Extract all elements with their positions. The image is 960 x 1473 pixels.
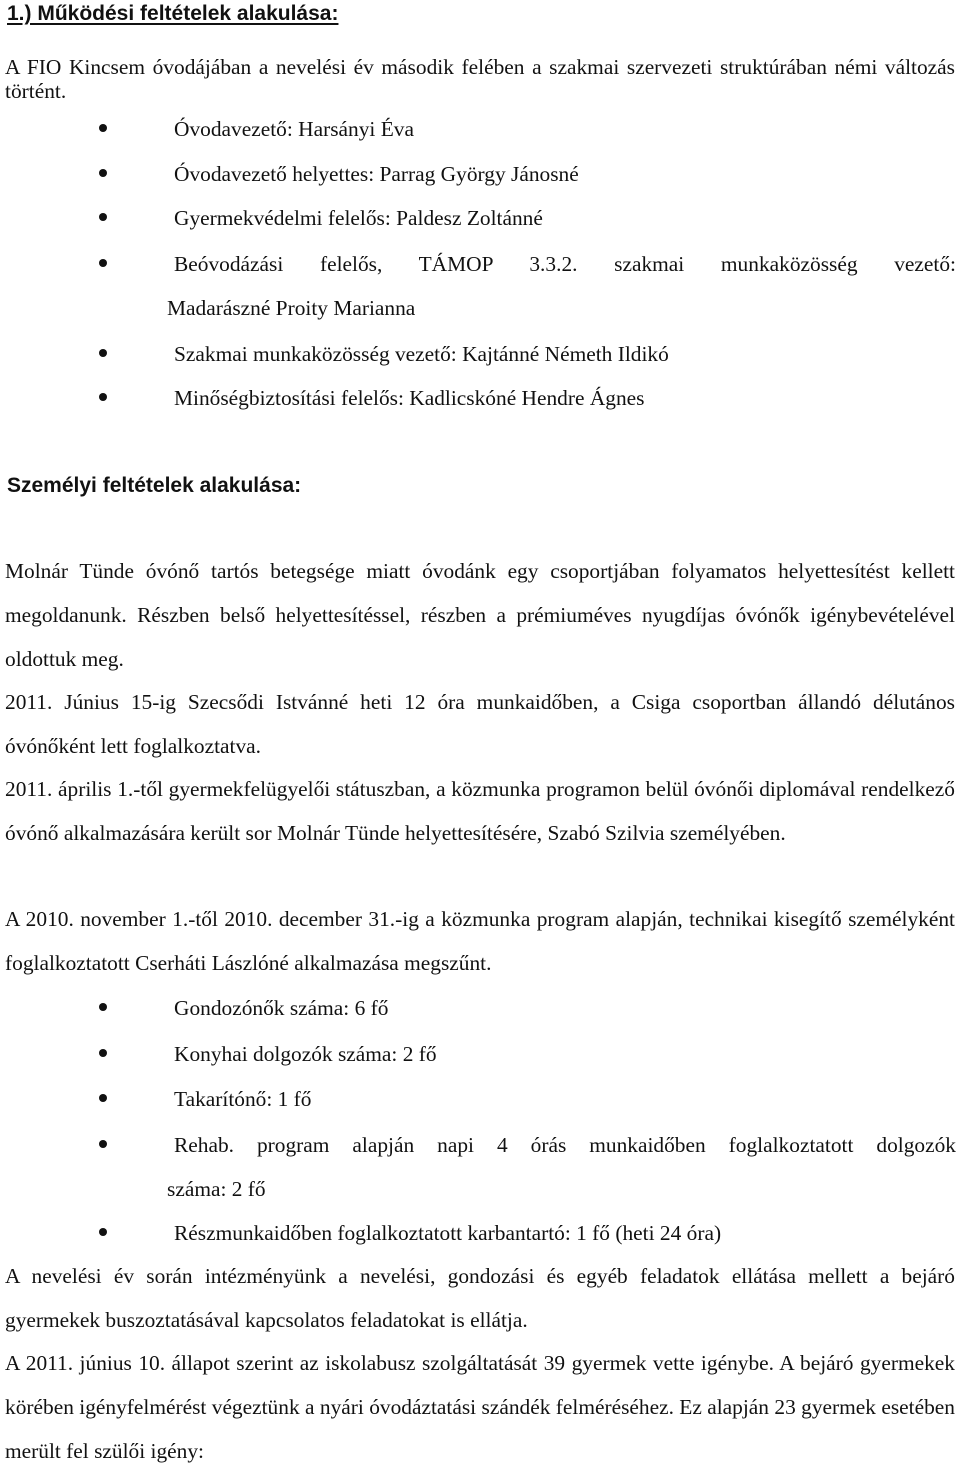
- list-item-child-protection: [0, 203, 960, 233]
- list-item-continuation: Madarászné Proity Marianna: [167, 296, 416, 320]
- list-item-deputy-head: [0, 159, 960, 189]
- list-item-text: Konyhai dolgozók száma: 2 fő: [174, 1042, 437, 1066]
- bullet-icon: [99, 259, 107, 267]
- list-item-quality-assurance: [0, 383, 960, 413]
- list-item-cleaner: [0, 1084, 960, 1114]
- list-item-text: Gondozónők száma: 6 fő: [174, 996, 389, 1020]
- section-heading-text: 1.) Működési feltételek alakulása:: [7, 2, 339, 25]
- bullet-icon: [99, 169, 107, 177]
- intro-paragraph: A FIO Kincsem óvodájában a nevelési év második felében a szakmai szervezeti struktúrában némi változás történt.: [5, 55, 955, 103]
- list-item-caregivers: [0, 993, 960, 1023]
- bullet-icon: [99, 213, 107, 221]
- bullet-icon: [99, 1228, 107, 1236]
- bullet-icon: [99, 1094, 107, 1102]
- paragraph-june-employment: 2011. Június 15-ig Szecsődi Istvánné heti 12 óra munkaidőben, a Csiga csoportban állandó délutános óvónőként lett foglalkoztatva.: [5, 690, 955, 758]
- list-item-text: Gyermekvédelmi felelős: Paldesz Zoltánné: [174, 206, 543, 230]
- section-heading-working-conditions: [7, 3, 338, 24]
- list-item-kitchen-staff: [0, 1039, 960, 1069]
- bullet-icon: [99, 393, 107, 401]
- bullet-icon: [99, 1140, 107, 1148]
- paragraph-public-work-ended: A 2010. november 1.-től 2010. december 31.-ig a közmunka program alapján, technikai kisegítő személyként foglalkoztatott Cserháti Lászlóné alkalmazása megszűnt.: [5, 907, 955, 975]
- list-item-text: Minőségbiztosítási felelős: Kadlicskóné Hendre Ágnes: [174, 386, 645, 410]
- paragraph-school-bus-survey: A 2011. június 10. állapot szerint az iskolabusz szolgáltatását 39 gyermek vette igénybe. A bejáró gyermekek körében igényfelmérést végeztünk a nyári óvodáztatási szándék felméréséhez. Ez alapján 23 gyermek esetében merült fel szülői igény:: [5, 1351, 955, 1463]
- list-item-text: Beóvodázási felelős, TÁMOP 3.3.2. szakmai munkaközösség vezető:: [174, 252, 956, 276]
- bullet-icon: [99, 124, 107, 132]
- paragraph-april-employment: 2011. április 1.-től gyermekfelügyelői státuszban, a közmunka programon belül óvónői diplomával rendelkező óvónő alkalmazására került sor Molnár Tünde helyettesítésére, Szabó Szilvia személyében.: [5, 777, 955, 845]
- list-item-enrolment-tamop: [0, 249, 960, 279]
- bullet-icon: [99, 1049, 107, 1057]
- bullet-icon: [99, 1003, 107, 1011]
- list-item-text: Óvodavezető helyettes: Parrag György Jánosné: [174, 162, 579, 186]
- list-item-text: Szakmai munkaközösség vezető: Kajtánné Németh Ildikó: [174, 342, 669, 366]
- paragraph-bus-tasks: A nevelési év során intézményünk a nevelési, gondozási és egyéb feladatok ellátása mellett a bejáró gyermekek buszoztatásával kapcsolatos feladatokat is ellátja.: [5, 1264, 955, 1332]
- list-item-text: Részmunkaidőben foglalkoztatott karbantartó: 1 fő (heti 24 óra): [174, 1221, 722, 1245]
- list-item-rehab-workers: [0, 1130, 960, 1160]
- list-item-text: Óvodavezető: Harsányi Éva: [174, 117, 414, 141]
- list-item-maintenance: [0, 1218, 960, 1248]
- bullet-icon: [99, 349, 107, 357]
- section-heading-personal-conditions: Személyi feltételek alakulása:: [7, 474, 302, 497]
- list-item-head-of-kindergarten: [0, 114, 960, 144]
- paragraph-substitution: Molnár Tünde óvónő tartós betegsége miatt óvodánk egy csoportjában folyamatos helyettesítést kellett megoldanunk. Részben belső helyettesítéssel, részben a prémiuméves nyugdíjas óvónők igénybevételével oldottuk meg.: [5, 559, 955, 671]
- list-item-text: Takarítónő: 1 fő: [174, 1087, 312, 1111]
- list-item-professional-community: [0, 339, 960, 369]
- list-item-continuation: száma: 2 fő: [167, 1177, 266, 1201]
- list-item-text: Rehab. program alapján napi 4 órás munkaidőben foglalkoztatott dolgozók: [174, 1133, 956, 1157]
